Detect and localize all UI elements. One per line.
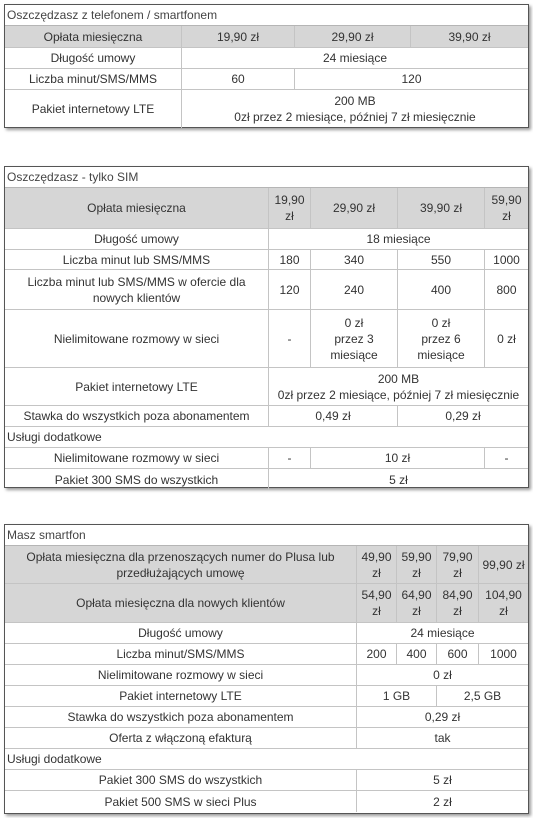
unlimited-label: Nielimitowane rozmowy w sieci bbox=[5, 310, 269, 368]
unlimited-row bbox=[5, 310, 528, 368]
minutes-value: 1000 bbox=[485, 250, 528, 270]
minutes-value: 120 bbox=[295, 69, 528, 90]
extras-label: Usługi dodatkowe bbox=[5, 749, 528, 770]
lte-value: 2,5 GB bbox=[437, 686, 528, 707]
fee-label: Opłata miesięczna bbox=[5, 26, 182, 48]
fee-currency: zł bbox=[499, 604, 508, 618]
sms500-label: Pakiet 500 SMS w sieci Plus bbox=[5, 791, 357, 812]
label-line: Liczba minut lub SMS/MMS w ofercie dla bbox=[27, 274, 246, 289]
lte-label: Pakiet internetowy LTE bbox=[5, 90, 182, 128]
lte-row bbox=[5, 368, 528, 406]
value-line: 0 zł bbox=[344, 315, 364, 330]
unlimited-value: 0 zł bbox=[357, 665, 528, 686]
fee-value: 19,90 zł bbox=[182, 26, 295, 48]
label-line: nowych klientów bbox=[92, 290, 181, 305]
extra-unlimited-value: - bbox=[485, 448, 528, 469]
value-line: miesiące bbox=[417, 347, 465, 362]
minutes-value: 550 bbox=[398, 250, 485, 270]
offer-smartphone-table bbox=[5, 546, 528, 812]
offer-sim-table bbox=[5, 188, 528, 490]
fee-value: 29,90 zł bbox=[295, 26, 411, 48]
fee-value bbox=[357, 546, 397, 584]
value-line: przez 3 bbox=[334, 331, 374, 346]
fee-currency: zł bbox=[285, 209, 294, 223]
einvoice-label: Oferta z włączoną efakturą bbox=[5, 728, 357, 749]
fee-row bbox=[5, 26, 528, 48]
duration-row bbox=[5, 229, 528, 250]
minutes-value: 400 bbox=[397, 644, 437, 665]
extras-label: Usługi dodatkowe bbox=[5, 427, 528, 448]
unlimited-label: Nielimitowane rozmowy w sieci bbox=[5, 665, 357, 686]
sms300-row bbox=[5, 469, 528, 490]
rate-value: 0,29 zł bbox=[357, 707, 528, 728]
sms300-row bbox=[5, 770, 528, 791]
fee-port-row bbox=[5, 546, 528, 584]
fee-new-label: Opłata miesięczna dla nowych klientów bbox=[5, 584, 357, 623]
minutes-value: 1000 bbox=[479, 644, 528, 665]
value-line: 0 zł bbox=[431, 315, 451, 330]
unlimited-value: - bbox=[269, 310, 311, 368]
new-clients-label bbox=[5, 270, 269, 310]
offer-sim-only-panel bbox=[4, 166, 529, 488]
panel-title: Oszczędzasz z telefonem / smartfonem bbox=[5, 5, 528, 26]
duration-label: Długość umowy bbox=[5, 48, 182, 69]
fee-amount: 79,90 bbox=[442, 549, 473, 564]
minutes-value: 340 bbox=[311, 250, 398, 270]
unlimited-value: 0 zł bbox=[485, 310, 528, 368]
rate-label: Stawka do wszystkich poza abonamentem bbox=[5, 707, 357, 728]
minutes-value: 180 bbox=[269, 250, 311, 270]
minutes-label: Liczba minut/SMS/MMS bbox=[5, 69, 182, 90]
minutes-value: 200 bbox=[357, 644, 397, 665]
minutes-value: 60 bbox=[182, 69, 295, 90]
minutes-row bbox=[5, 644, 528, 665]
fee-currency: zł bbox=[412, 565, 421, 580]
fee-value bbox=[357, 584, 397, 623]
fee-amount: 49,90 bbox=[361, 549, 392, 564]
fee-currency: zł bbox=[453, 565, 462, 580]
duration-value: 24 miesiące bbox=[357, 623, 528, 644]
value-line: przez 6 bbox=[421, 331, 461, 346]
sms300-label: Pakiet 300 SMS do wszystkich bbox=[5, 469, 269, 490]
new-clients-value: 240 bbox=[311, 270, 398, 310]
rate-row bbox=[5, 406, 528, 427]
fee-amount: 59,90 bbox=[401, 549, 432, 564]
rate-value: 0,29 zł bbox=[398, 406, 528, 427]
fee-currency: zł bbox=[502, 209, 511, 223]
extra-unlimited-row bbox=[5, 448, 528, 469]
fee-port-label bbox=[5, 546, 357, 584]
fee-value bbox=[437, 546, 479, 584]
minutes-label: Liczba minut lub SMS/MMS bbox=[5, 250, 269, 270]
offer-phone-smartphone-panel bbox=[4, 4, 529, 128]
lte-value: 1 GB bbox=[357, 686, 437, 707]
panel-title: Oszczędzasz - tylko SIM bbox=[5, 167, 528, 188]
fee-value bbox=[397, 584, 437, 623]
extra-unlimited-label: Nielimitowane rozmowy w sieci bbox=[5, 448, 269, 469]
fee-value: 99,90 zł bbox=[479, 546, 528, 584]
fee-value bbox=[485, 188, 528, 229]
lte-row bbox=[5, 686, 528, 707]
offer-own-smartphone-panel bbox=[4, 524, 529, 814]
sms500-row bbox=[5, 791, 528, 812]
minutes-label: Liczba minut/SMS/MMS bbox=[5, 644, 357, 665]
lte-line: 0zł przez 2 miesiące, później 7 zł miesięcznie bbox=[277, 387, 520, 402]
minutes-row bbox=[5, 250, 528, 270]
fee-value: 39,90 zł bbox=[398, 188, 485, 229]
lte-line: 200 MB bbox=[377, 371, 420, 386]
minutes-value: 600 bbox=[437, 644, 479, 665]
einvoice-value: tak bbox=[357, 728, 528, 749]
extra-unlimited-value: 10 zł bbox=[311, 448, 485, 469]
unlimited-row bbox=[5, 665, 528, 686]
fee-currency: zł bbox=[372, 565, 381, 580]
duration-label: Długość umowy bbox=[5, 229, 269, 250]
fee-currency: zł bbox=[372, 604, 381, 618]
sms300-value: 5 zł bbox=[389, 472, 408, 487]
duration-row bbox=[5, 48, 528, 69]
fee-amount: 84,90 bbox=[442, 588, 473, 602]
sms500-value: 2 zł bbox=[433, 794, 452, 809]
fee-amount: 54,90 bbox=[361, 588, 392, 602]
rate-value: 0,49 zł bbox=[269, 406, 398, 427]
rate-label: Stawka do wszystkich poza abonamentem bbox=[5, 406, 269, 427]
new-clients-value: 400 bbox=[398, 270, 485, 310]
fee-currency: zł bbox=[412, 604, 421, 618]
unlimited-value bbox=[311, 310, 398, 368]
duration-row bbox=[5, 623, 528, 644]
label-line: przedłużających umowę bbox=[116, 565, 245, 580]
offer-phone-table bbox=[5, 26, 528, 128]
fee-value bbox=[269, 188, 311, 229]
new-clients-value: 800 bbox=[485, 270, 528, 310]
extras-header-row bbox=[5, 749, 528, 770]
label-line: Opłata miesięczna dla przenoszących numer do Plusa lub bbox=[26, 549, 335, 564]
minutes-row bbox=[5, 69, 528, 90]
lte-value bbox=[269, 368, 528, 406]
duration-value: 18 miesiące bbox=[269, 229, 528, 250]
lte-value bbox=[182, 90, 528, 128]
fee-value bbox=[479, 584, 528, 623]
fee-value bbox=[397, 546, 437, 584]
fee-amount: 59,90 bbox=[491, 193, 522, 207]
einvoice-row bbox=[5, 728, 528, 749]
lte-line: 200 MB bbox=[334, 94, 376, 108]
fee-row bbox=[5, 188, 528, 229]
lte-line: 0zł przez 2 miesiące, później 7 zł miesięcznie bbox=[234, 110, 476, 124]
fee-amount: 64,90 bbox=[401, 588, 432, 602]
duration-label: Długość umowy bbox=[5, 623, 357, 644]
new-clients-row bbox=[5, 270, 528, 310]
fee-amount: 19,90 bbox=[274, 193, 305, 207]
fee-amount: 104,90 bbox=[485, 588, 522, 602]
lte-row bbox=[5, 90, 528, 128]
fee-label: Opłata miesięczna bbox=[5, 188, 269, 229]
value-line: miesiące bbox=[330, 347, 378, 362]
fee-value: 29,90 zł bbox=[311, 188, 398, 229]
fee-currency: zł bbox=[453, 604, 462, 618]
fee-new-row bbox=[5, 584, 528, 623]
extra-unlimited-value: - bbox=[269, 448, 311, 469]
unlimited-value bbox=[398, 310, 485, 368]
sms300-label: Pakiet 300 SMS do wszystkich bbox=[5, 770, 357, 791]
fee-value bbox=[437, 584, 479, 623]
rate-row bbox=[5, 707, 528, 728]
panel-title: Masz smartfon bbox=[5, 525, 528, 546]
fee-value: 39,90 zł bbox=[411, 26, 528, 48]
new-clients-value: 120 bbox=[269, 270, 311, 310]
lte-label: Pakiet internetowy LTE bbox=[5, 368, 269, 406]
duration-value: 24 miesiące bbox=[182, 48, 528, 69]
lte-label: Pakiet internetowy LTE bbox=[5, 686, 357, 707]
extras-header-row bbox=[5, 427, 528, 448]
sms300-value: 5 zł bbox=[357, 770, 528, 791]
